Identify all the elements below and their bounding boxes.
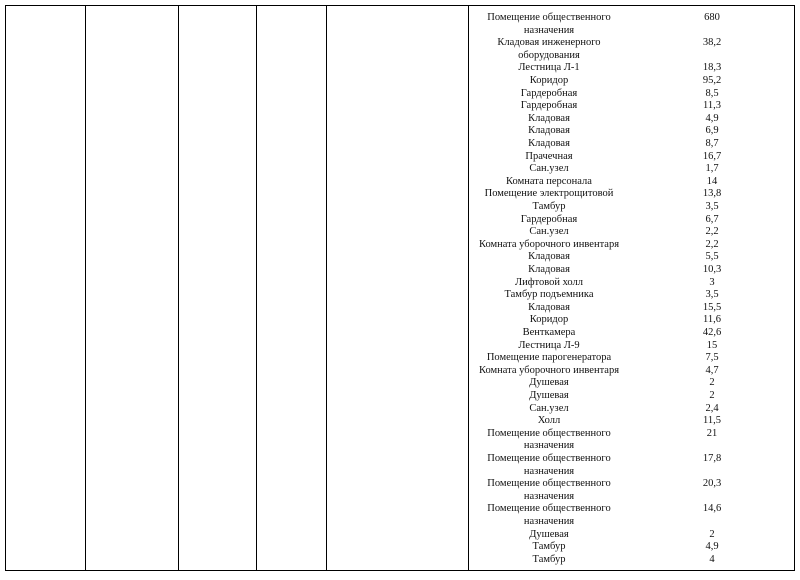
room-name-cell: Помещение общественного назначения bbox=[487, 453, 611, 477]
room-area-cell: 8,5 bbox=[705, 87, 719, 99]
room-area-cell: 18,3 bbox=[702, 62, 722, 74]
room-name-cell: Тамбур bbox=[532, 553, 566, 565]
room-name-cell: Венткамера bbox=[522, 327, 576, 338]
room-name-cell: Тамбур bbox=[532, 201, 566, 212]
room-name-cell: Гардеробная bbox=[520, 213, 578, 225]
column-divider bbox=[85, 6, 86, 570]
room-name-cell: Прачечная bbox=[525, 150, 573, 162]
room-name-cell: Кладовая bbox=[528, 112, 570, 124]
room-area-cell: 1,7 bbox=[705, 163, 719, 175]
room-area-cell: 14 bbox=[706, 175, 718, 187]
room-area-cell: 2 bbox=[709, 528, 715, 540]
room-area-cell: 2,4 bbox=[705, 402, 719, 414]
room-area-cell: 15 bbox=[706, 339, 718, 351]
room-area-cell: 16,7 bbox=[702, 150, 722, 162]
room-area-cell: 6,9 bbox=[705, 125, 719, 137]
room-area-cell: 2 bbox=[709, 377, 715, 389]
room-name-cell: Комната персонала bbox=[506, 175, 592, 187]
room-area-cell: 6,7 bbox=[705, 213, 719, 225]
column-divider bbox=[256, 6, 257, 570]
room-name-cell: Душевая bbox=[529, 390, 569, 401]
room-area-cell: 4,9 bbox=[705, 541, 719, 553]
room-area-cell: 11,5 bbox=[703, 415, 721, 427]
room-area-cell: 17,8 bbox=[702, 453, 722, 464]
room-area-cell: 2,2 bbox=[705, 238, 719, 250]
room-name-cell: Помещение общественного назначения bbox=[487, 503, 611, 527]
room-area-cell: 14,6 bbox=[702, 503, 722, 515]
room-name-cell: Холл bbox=[537, 415, 561, 427]
room-name-cell: Помещение общественного назначения bbox=[487, 427, 611, 452]
room-name-cell: Помещение общественного назначения bbox=[487, 478, 611, 502]
room-name-cell: Коридор bbox=[529, 314, 569, 326]
room-name-cell: Гардеробная bbox=[520, 87, 578, 99]
room-name-cell: Комната уборочного инвентаря bbox=[478, 364, 620, 376]
room-area-cell: 680 bbox=[704, 12, 720, 23]
room-name-cell: Помещение электрощитовой bbox=[484, 188, 614, 200]
room-name-cell: Сан.узел bbox=[529, 226, 569, 238]
room-area-cell: 2,2 bbox=[705, 226, 719, 238]
room-name-cell: Лестница Л-1 bbox=[518, 62, 580, 74]
room-area-cell: 5,5 bbox=[705, 251, 719, 263]
room-area-cell: 3 bbox=[709, 276, 715, 288]
room-area-cell: 95,2 bbox=[702, 75, 722, 86]
room-name-cell: Сан.узел bbox=[529, 163, 569, 175]
room-name-cell: Кладовая инженерного оборудования bbox=[497, 37, 601, 61]
room-area-cell: 42,6 bbox=[702, 327, 722, 338]
room-area-cell: 4,7 bbox=[705, 364, 719, 376]
room-area-cell: 13,8 bbox=[702, 188, 722, 200]
room-area-cell: 4 bbox=[709, 553, 715, 565]
room-name-cell: Душевая bbox=[529, 528, 569, 540]
room-name-cell: Лифтовой холл bbox=[514, 276, 584, 288]
room-name-cell: Тамбур bbox=[532, 541, 566, 553]
room-name-cell: Сан.узел bbox=[529, 402, 569, 414]
room-name-cell: Кладовая bbox=[528, 251, 570, 263]
room-area-cell: 20,3 bbox=[702, 478, 722, 490]
room-area-cell: 3,5 bbox=[705, 289, 719, 301]
room-name-cell: Коридор bbox=[529, 75, 569, 86]
room-name-cell: Тамбур подъемника bbox=[504, 289, 594, 301]
column-divider bbox=[178, 6, 179, 570]
room-name-cell: Кладовая bbox=[528, 301, 570, 313]
room-name-cell: Помещение парогенератора bbox=[486, 352, 612, 364]
room-name-cell: Кладовая bbox=[528, 125, 570, 137]
room-name-cell: Лестница Л-9 bbox=[518, 339, 580, 351]
room-area-cell: 11,3 bbox=[703, 100, 721, 112]
room-area-cell: 3,5 bbox=[705, 201, 719, 212]
room-area-cell: 2 bbox=[709, 390, 715, 401]
room-name-cell: Комната уборочного инвентаря bbox=[478, 238, 620, 250]
room-area-cell: 10,3 bbox=[702, 264, 722, 275]
room-area-cell: 8,7 bbox=[705, 138, 719, 149]
room-area-cell: 4,9 bbox=[705, 112, 719, 124]
room-area-cell: 21 bbox=[706, 427, 718, 439]
room-area-cell: 38,2 bbox=[702, 37, 722, 49]
room-name-cell: Кладовая bbox=[528, 138, 570, 149]
column-divider bbox=[326, 6, 327, 570]
room-area-cell: 7,5 bbox=[705, 352, 719, 364]
room-area-cell: 15,5 bbox=[702, 301, 722, 313]
room-name-cell: Гардеробная bbox=[520, 100, 578, 112]
room-name-cell: Душевая bbox=[529, 377, 569, 389]
table-frame bbox=[5, 5, 795, 571]
room-name-cell: Кладовая bbox=[528, 264, 570, 275]
room-area-cell: 11,6 bbox=[703, 314, 721, 326]
room-name-cell: Помещение общественного назначения bbox=[487, 12, 611, 36]
